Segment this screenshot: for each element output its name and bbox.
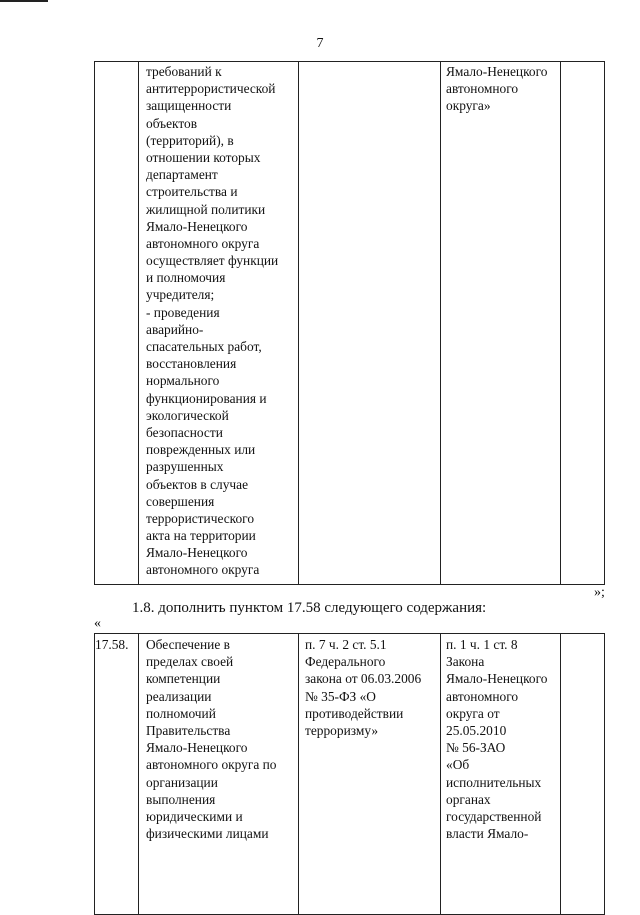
- text-line: компетенции: [146, 671, 221, 687]
- text-line: безопасности: [146, 424, 223, 440]
- text-line: закона от 06.03.2006: [305, 671, 422, 687]
- text-line: разрушенных: [146, 459, 224, 475]
- lower-cell-number: [95, 634, 138, 914]
- text-line: противодействии: [305, 705, 404, 721]
- text-line: - проведения: [146, 304, 220, 320]
- text-line: автономного: [446, 81, 519, 97]
- text-line: антитеррористической: [146, 81, 276, 97]
- text-line: Ямало-Ненецкого: [446, 64, 548, 79]
- item-number: 17.58.: [95, 637, 129, 652]
- text-line: департамент: [146, 167, 218, 183]
- lower-regional-lines: [446, 636, 547, 842]
- text-line: (территорий), в: [146, 132, 234, 148]
- text-line: Ямало-Ненецкого: [146, 218, 248, 234]
- closing-quote: »;: [594, 585, 605, 600]
- text-line: 25.05.2010: [446, 722, 507, 738]
- text-line: п. 7 ч. 2 ст. 5.1: [305, 637, 387, 652]
- text-line: № 35-ФЗ «О: [305, 688, 376, 704]
- lower-federal-lines: [305, 636, 421, 739]
- text-line: требований к: [146, 64, 222, 79]
- text-line: № 56-ЗАО: [446, 740, 506, 756]
- lower-cell-regional-basis: [440, 634, 561, 914]
- text-line: Ямало-Ненецкого: [146, 545, 248, 561]
- upper-cell-regional-basis: [440, 62, 561, 584]
- text-line: восстановления: [146, 356, 237, 372]
- text-line: акта на территории: [146, 528, 256, 544]
- text-line: государственной: [446, 808, 542, 824]
- text-line: осуществляет функции: [146, 253, 279, 269]
- text-line: Федерального: [305, 654, 386, 670]
- text-line: Обеспечение в: [146, 637, 230, 652]
- text-line: пределах своей: [146, 654, 234, 670]
- text-line: округа от: [446, 705, 500, 721]
- page-number: 7: [316, 36, 324, 51]
- top-rule: [0, 0, 48, 2]
- text-line: автономного округа: [146, 235, 260, 251]
- text-line: Правительства: [146, 722, 231, 738]
- upper-cell-number: [95, 62, 138, 584]
- text-line: власти Ямало-: [446, 826, 529, 842]
- text-line: полномочий: [146, 705, 216, 721]
- text-line: функционирования и: [146, 390, 267, 406]
- text-line: спасательных работ,: [146, 339, 262, 354]
- upper-table: [94, 61, 605, 585]
- text-line: автономного: [446, 688, 519, 704]
- text-line: автономного округа по: [146, 757, 277, 773]
- text-line: Ямало-Ненецкого: [146, 740, 248, 756]
- text-line: объектов в случае: [146, 476, 249, 492]
- text-line: строительства и: [146, 184, 238, 200]
- upper-cell-last: [560, 62, 605, 584]
- text-line: экологической: [146, 407, 229, 423]
- lower-cell-description: [138, 634, 299, 914]
- text-line: юридическими и: [146, 808, 243, 824]
- text-line: террористического: [146, 510, 255, 526]
- text-line: органах: [446, 791, 491, 807]
- text-line: нормального: [146, 373, 220, 389]
- text-line: отношении которых: [146, 149, 261, 165]
- text-line: учредителя;: [146, 287, 215, 303]
- text-line: организации: [146, 774, 218, 790]
- lower-description-lines: [146, 636, 277, 842]
- text-line: терроризму»: [305, 722, 379, 738]
- opening-quote: «: [94, 616, 101, 631]
- lower-cell-federal-basis: [298, 634, 441, 914]
- text-line: физическими лицами: [146, 826, 269, 842]
- text-line: Ямало-Ненецкого: [446, 671, 548, 687]
- text-line: п. 1 ч. 1 ст. 8: [446, 637, 518, 652]
- lower-cell-last: [560, 634, 605, 914]
- text-line: поврежденных или: [146, 442, 256, 458]
- text-line: реализации: [146, 688, 212, 704]
- upper-cell-federal-basis: [298, 62, 441, 584]
- text-line: и полномочия: [146, 270, 226, 286]
- text-line: защищенности: [146, 98, 232, 114]
- upper-cell-description: [138, 62, 299, 584]
- text-line: объектов: [146, 115, 198, 131]
- text-line: округа»: [446, 98, 491, 114]
- amendment-paragraph: 1.8. дополнить пунктом 17.58 следующего содержания:: [132, 600, 487, 616]
- text-line: «Об: [446, 757, 470, 773]
- text-line: аварийно-: [146, 321, 204, 337]
- upper-description-lines: [146, 63, 278, 579]
- text-line: совершения: [146, 493, 215, 509]
- lower-table: [94, 633, 605, 915]
- text-line: Закона: [446, 654, 485, 670]
- upper-regional-lines: [446, 63, 547, 115]
- text-line: исполнительных: [446, 774, 542, 790]
- text-line: выполнения: [146, 791, 216, 807]
- text-line: жилищной политики: [146, 201, 266, 217]
- text-line: автономного округа: [146, 562, 260, 578]
